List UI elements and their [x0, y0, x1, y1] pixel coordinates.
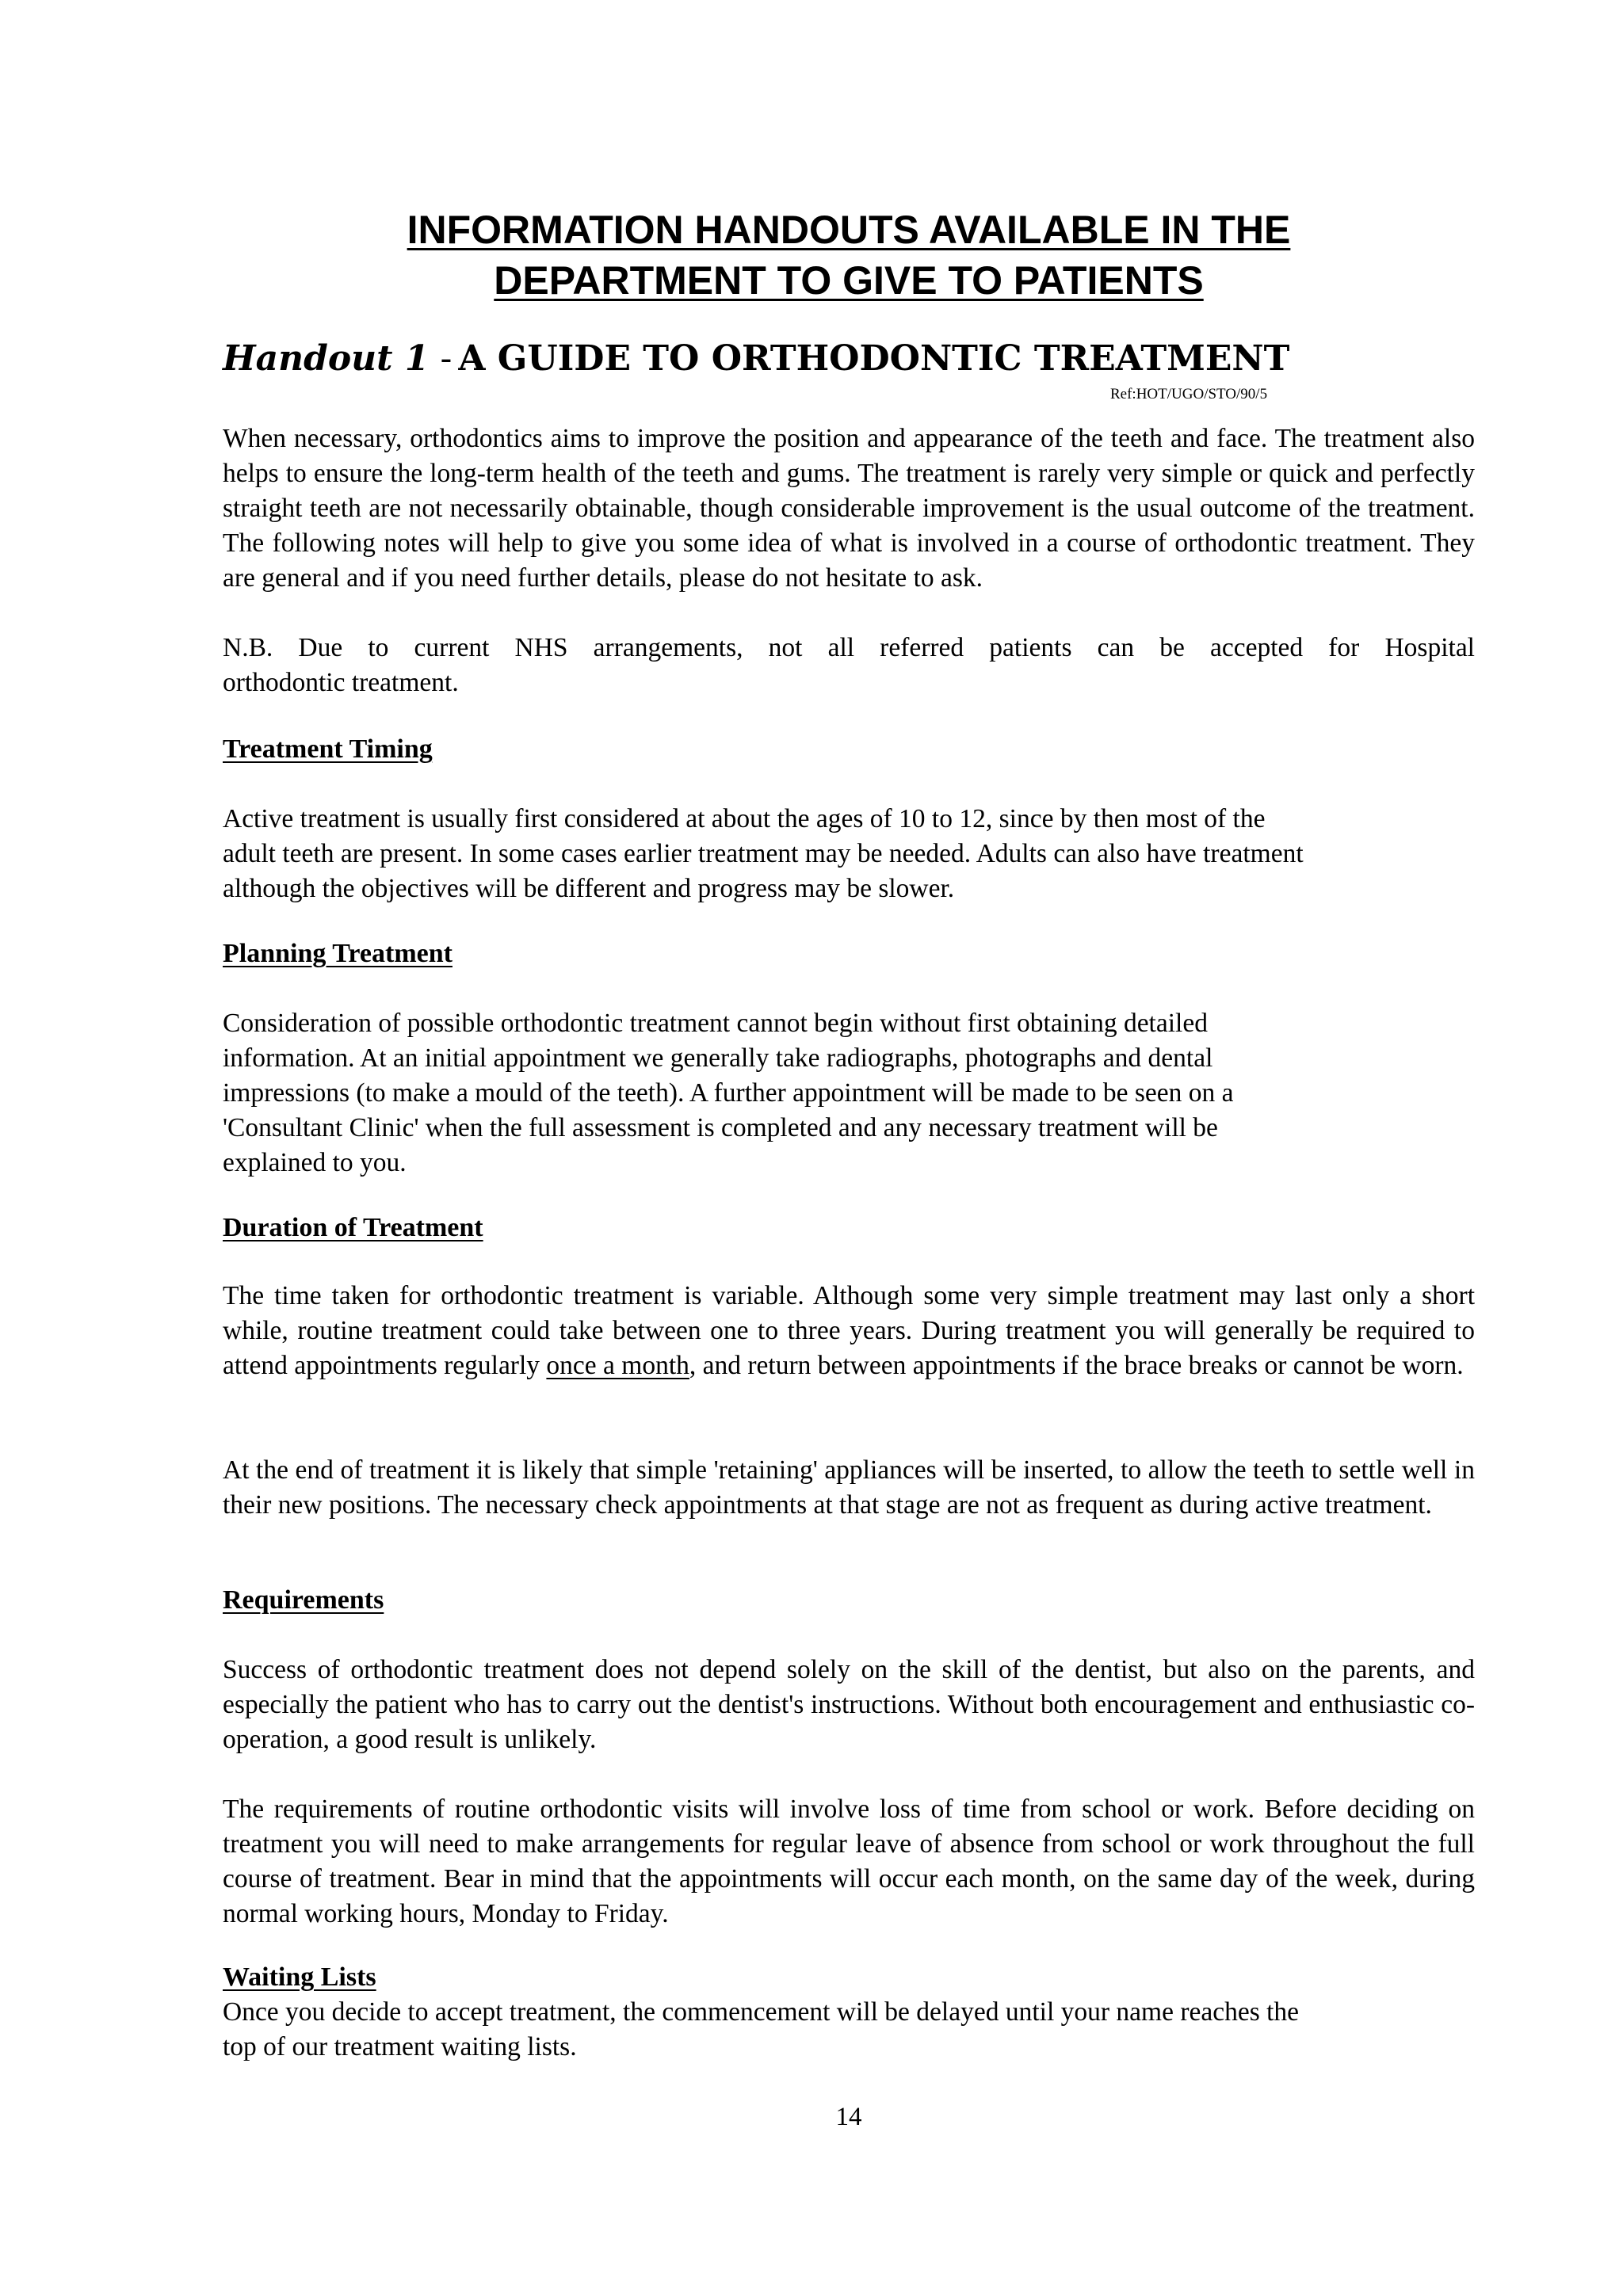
intro-paragraph: When necessary, orthodontics aims to improve the position and appearance of the teeth and face. The treatment also helps to ensure the long-term health of the teeth and gums. The treatment is rarely very simple or quick and perfectly straight teeth are not necessarily obtainable, though considerable improvement is the usual outcome of the treatment. The following notes will help to give you some idea of what is involved in a course of orthodontic treatment. They are general and if you need further details, please do not hesitate to ask.	[223, 424, 1475, 593]
handout-heading	[223, 337, 1475, 381]
handout-dash: -	[440, 338, 453, 379]
requirements-paragraph-2: The requirements of routine orthodontic visits will involve loss of time from school or work. Before deciding on treatment you will need to make arrangements for regular leave of absence from school or work throughout the full course of treatment. Bear in mind that the appointments will occur each month, on the same day of the week, during normal working hours, Monday to Friday.	[223, 1794, 1475, 1928]
requirements-paragraph-1: Success of orthodontic treatment does not depend solely on the skill of the dentist, but also on the parents, and especially the patient who has to carry out the dentist's instructions. Without both encouragement and enthusiastic co-operation, a good result is unlikely.	[223, 1655, 1475, 1754]
planning-line-2: information. At an initial appointment we generally take radiographs, photographs and dental	[223, 1043, 1213, 1073]
duration-text-after: , and return between appointments if the brace breaks or cannot be worn.	[689, 1351, 1464, 1380]
page-title-line-2: DEPARTMENT TO GIVE TO PATIENTS	[494, 258, 1204, 303]
timing-line-1: Active treatment is usually first considered at about the ages of 10 to 12, since by then most of the	[223, 804, 1266, 833]
duration-paragraph-2: At the end of treatment it is likely that simple 'retaining' appliances will be inserted, to allow the teeth to settle well in their new positions. The necessary check appointments at that stage are not as frequent as during active treatment.	[223, 1455, 1475, 1520]
planning-line-1: Consideration of possible orthodontic treatment cannot begin without first obtaining detailed	[223, 1009, 1208, 1038]
duration-text-before: The time taken for orthodontic treatment is variable. Although some very simple treatment may last only a short while, routine treatment could take between one to three years. During treatment you will generally be required to attend appointments regularly	[223, 1281, 1475, 1380]
page-number: 14	[835, 2103, 862, 2131]
section-heading-requirements: Requirements	[223, 1585, 384, 1615]
page-title	[223, 204, 1475, 306]
timing-line-3: although the objectives will be different and progress may be slower.	[223, 874, 955, 903]
handout-name: A GUIDE TO ORTHODONTIC TREATMENT	[458, 338, 1290, 379]
nb-line-2: orthodontic treatment.	[223, 668, 459, 697]
duration-paragraph-1	[223, 1279, 1475, 1383]
planning-line-5: explained to you.	[223, 1148, 407, 1177]
section-heading-treatment-timing: Treatment Timing	[223, 734, 433, 764]
timing-line-2: adult teeth are present. In some cases earlier treatment may be needed. Adults can also have treatment	[223, 839, 1304, 868]
duration-text-emphasis: once a month	[546, 1351, 689, 1380]
page-title-line-1: INFORMATION HANDOUTS AVAILABLE IN THE	[407, 208, 1291, 252]
planning-line-3: impressions (to make a mould of the teeth). A further appointment will be made to be seen on a	[223, 1078, 1234, 1108]
waiting-line-2: top of our treatment waiting lists.	[223, 2032, 577, 2061]
section-heading-planning-treatment: Planning Treatment	[223, 939, 453, 968]
section-heading-duration-of-treatment: Duration of Treatment	[223, 1213, 483, 1242]
nb-line-1: N.B. Due to current NHS arrangements, not all referred patients can be accepted for Hospital	[223, 633, 1475, 662]
waiting-line-1: Once you decide to accept treatment, the commencement will be delayed until your name reaches the	[223, 1997, 1300, 2027]
section-heading-waiting-lists: Waiting Lists	[223, 1962, 376, 1992]
reference-code: Ref:HOT/UGO/STO/90/5	[1110, 386, 1268, 402]
handout-number: Handout 1	[223, 338, 430, 379]
planning-line-4: 'Consultant Clinic' when the full assessment is completed and any necessary treatment will be	[223, 1113, 1218, 1142]
